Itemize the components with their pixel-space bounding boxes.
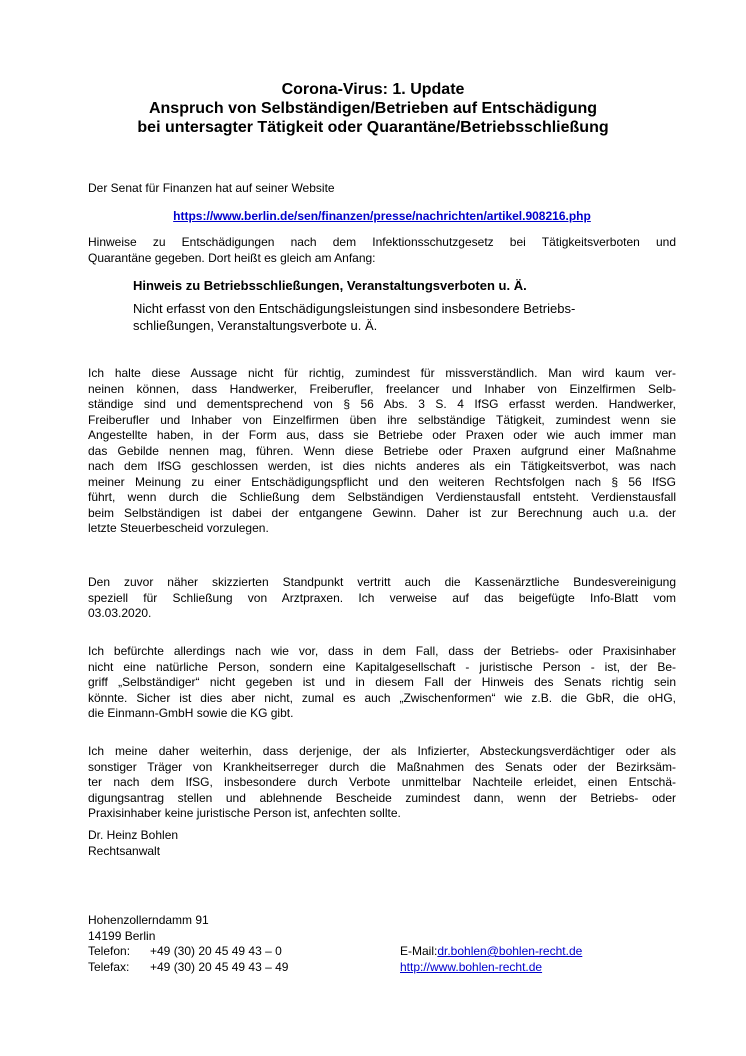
fax-row	[88, 960, 288, 976]
paragraph-line: neinen können, dass Handwerker, Freiberufler, freelancer und Inhaber von Einzelfirmen Selb-	[88, 381, 676, 396]
title-line-1: Corona-Virus: 1. Update	[281, 81, 465, 98]
email-label: E-Mail:	[400, 944, 438, 958]
paragraph-line: Ich befürchte allerdings nach wie vor, dass in dem Fall, dass der Betriebs- oder Praxisinhaber	[88, 644, 676, 658]
paragraph-line: Ich meine daher weiterhin, dass derjenige, der als Infizierter, Absteckungsverdächtiger oder als	[88, 744, 676, 758]
quote-line: schließungen, Veranstaltungsverbote u. Ä.	[133, 318, 378, 333]
senate-url-link[interactable]: https://www.berlin.de/sen/finanzen/presse/nachrichten/artikel.908216.php	[173, 209, 591, 223]
paragraph-line: führt, wenn durch die Schließung dem Selbständigen Verdienstausfall entsteht. Verdienstausfall	[88, 490, 676, 504]
paragraph-line: nach dem IfSG geschlossen werden, ist dies nichts anderes als ein Tätigkeitsverbot, was nach	[88, 459, 676, 473]
signature-role: Rechtsanwalt	[88, 843, 161, 858]
contact-block	[400, 944, 582, 975]
paragraph-line: Angestellte haben, in der Form aus, dass sie Betriebe oder Praxen oder wie auch immer man	[88, 428, 676, 442]
address-block	[88, 913, 288, 975]
intro-after-line: Hinweise zu Entschädigungen nach dem Infektionsschutzgesetz bei Tätigkeitsverboten und	[88, 235, 676, 249]
fax-label: Telefax:	[88, 959, 130, 974]
paragraph-line: ter nach dem IfSG, insbesondere durch Verbote unmittelbar Nachteile erleidet, einen Entschä-	[88, 775, 676, 789]
signature-block	[88, 828, 178, 859]
quote-text	[133, 300, 663, 334]
body-paragraph-4	[88, 744, 676, 822]
quote-heading: Hinweis zu Betriebsschließungen, Veranstaltungsverboten u. Ä.	[133, 278, 527, 293]
quote-line: Nicht erfasst von den Entschädigungsleistungen sind insbesondere Betriebs-	[133, 301, 576, 316]
intro-text: Der Senat für Finanzen hat auf seiner Website	[88, 181, 335, 195]
paragraph-line: nicht eine natürliche Person, sondern eine Kapitalgesellschaft - juristische Person - ist, der Be-	[88, 659, 676, 674]
senate-url-line	[88, 209, 676, 223]
document-title	[60, 80, 686, 137]
paragraph-line: Praxisinhaber keine juristische Person ist, anfechten sollte.	[88, 806, 401, 820]
body-paragraph-1	[88, 366, 676, 537]
phone-number: +49 (30) 20 45 49 43 – 0	[150, 944, 282, 958]
phone-label: Telefon:	[88, 944, 131, 958]
phone-row	[88, 944, 288, 960]
intro-after-line: Quarantäne gegeben. Dort heißt es gleich am Anfang:	[88, 250, 376, 265]
address-street: Hohenzollerndamm 91	[88, 913, 209, 927]
signature-name: Dr. Heinz Bohlen	[88, 828, 179, 842]
paragraph-line: könnte. Sicher ist dies aber nicht, zumal es auch „Zwischenformen“ wie z.B. die GbR, die oHG,	[88, 690, 676, 705]
paragraph-line: Freiberufler und Inhaber von Einzelfirmen üben ihre selbständige Tätigkeit, zumindest wenn sie	[88, 412, 676, 427]
paragraph-line: das Gebilde nennen mag, führen. Wenn diese Betriebe oder Praxen aufgrund einer Maßnahme	[88, 443, 676, 458]
website-row	[400, 960, 582, 976]
paragraph-line: beim Selbständigen ist dabei der entgangene Gewinn. Daher ist zur Berechnung auch u.a. der	[88, 505, 676, 520]
website-link[interactable]: http://www.bohlen-recht.de	[400, 959, 543, 974]
paragraph-line: griff „Selbständiger“ nicht gegeben ist und in diesem Fall der Hinweis des Senats richtig sein	[88, 675, 676, 689]
body-paragraph-2	[88, 575, 676, 622]
paragraph-line: speziell für Schließung von Arztpraxen. Ich verweise auf das beigefügte Info-Blatt vom	[88, 590, 676, 605]
paragraph-line: digungsantrag stellen und ablehnende Bescheide zumindest dann, wenn der Betriebs- oder	[88, 790, 676, 805]
title-line-2: Anspruch von Selbständigen/Betrieben auf Entschädigung	[148, 100, 598, 117]
body-paragraph-3	[88, 644, 676, 722]
paragraph-line: Ich halte diese Aussage nicht für richtig, zumindest für missverständlich. Man wird kaum ver-	[88, 366, 676, 380]
fax-number: +49 (30) 20 45 49 43 – 49	[150, 959, 289, 974]
paragraph-line: die Einmann-GmbH sowie die KG gibt.	[88, 706, 294, 720]
paragraph-line: Den zuvor näher skizzierten Standpunkt vertritt auch die Kassenärztliche Bundesvereinigung	[88, 575, 676, 589]
paragraph-line: sonstiger Träger von Krankheitserreger durch die Maßnahmen des Senats oder der Bezirksäm-	[88, 759, 676, 774]
intro-after-paragraph	[88, 235, 676, 266]
title-line-3: bei untersagter Tätigkeit oder Quarantäne/Betriebsschließung	[137, 119, 609, 136]
paragraph-line: meiner Meinung zu einer Entschädigungspflicht und den weiteren Rechtsfolgen nach § 56 IfSG	[88, 474, 676, 489]
email-link[interactable]: dr.bohlen@bohlen-recht.de	[437, 944, 583, 958]
paragraph-line: letzte Steuerbescheid vorzulegen.	[88, 521, 269, 535]
paragraph-line: 03.03.2020.	[88, 606, 152, 620]
email-row	[400, 944, 582, 960]
paragraph-line: ständige sind und dementsprechend von § 56 Abs. 3 S. 4 IfSG erfasst werden. Handwerker,	[88, 397, 676, 411]
address-city: 14199 Berlin	[88, 928, 156, 943]
